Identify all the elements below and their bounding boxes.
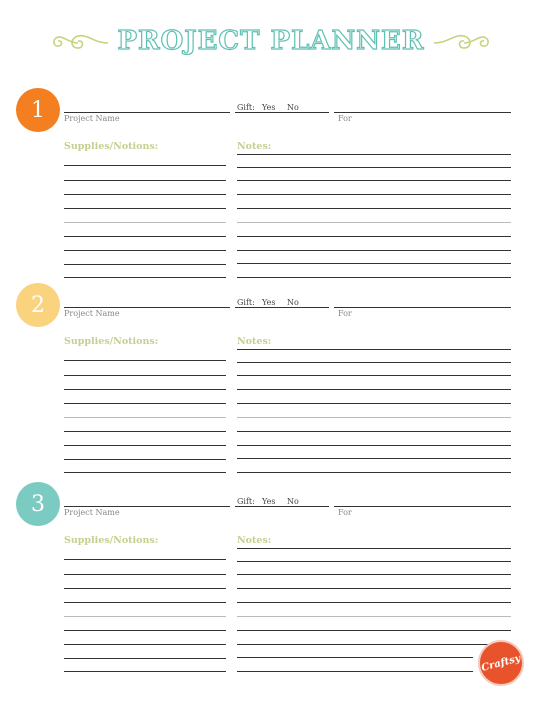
- for-label: For: [338, 508, 352, 517]
- gift-no-option[interactable]: No: [287, 497, 299, 506]
- notes-line[interactable]: [237, 375, 511, 376]
- section-number-badge: 3: [16, 482, 60, 526]
- supplies-line[interactable]: [64, 559, 226, 560]
- supplies-line[interactable]: [64, 616, 226, 617]
- supplies-line[interactable]: [64, 236, 226, 237]
- gift-yes-option[interactable]: Yes: [262, 298, 276, 307]
- supplies-line[interactable]: [64, 389, 226, 390]
- notes-line[interactable]: [237, 671, 473, 672]
- project-name-line[interactable]: [64, 112, 230, 113]
- notes-line[interactable]: [237, 250, 511, 251]
- project-section-3: [0, 482, 542, 677]
- notes-line[interactable]: [237, 445, 511, 446]
- project-section-1: [0, 88, 542, 283]
- gift-line: [235, 307, 329, 308]
- craftsy-logo: [478, 640, 524, 686]
- supplies-line[interactable]: [64, 264, 226, 265]
- supplies-heading: Supplies/Notions:: [64, 141, 159, 152]
- project-name-label: Project Name: [64, 309, 120, 318]
- supplies-line[interactable]: [64, 277, 226, 278]
- supplies-line[interactable]: [64, 644, 226, 645]
- logo-text: Craftsy: [480, 652, 522, 674]
- supplies-line[interactable]: [64, 417, 226, 418]
- notes-line[interactable]: [237, 154, 511, 155]
- notes-line[interactable]: [237, 472, 511, 473]
- notes-heading: Notes:: [237, 141, 272, 152]
- notes-line[interactable]: [237, 417, 511, 418]
- gift-yes-option[interactable]: Yes: [262, 103, 276, 112]
- supplies-heading: Supplies/Notions:: [64, 336, 159, 347]
- supplies-line[interactable]: [64, 222, 226, 223]
- supplies-line[interactable]: [64, 459, 226, 460]
- gift-no-option[interactable]: No: [287, 103, 299, 112]
- section-number-badge: 2: [16, 283, 60, 327]
- notes-line[interactable]: [237, 588, 511, 589]
- notes-line[interactable]: [237, 167, 511, 168]
- notes-line[interactable]: [237, 561, 511, 562]
- for-line[interactable]: [334, 112, 511, 113]
- notes-line[interactable]: [237, 277, 511, 278]
- gift-label: Gift:: [237, 497, 255, 506]
- gift-label: Gift:: [237, 103, 255, 112]
- notes-line[interactable]: [237, 403, 511, 404]
- project-name-label: Project Name: [64, 508, 120, 517]
- for-line[interactable]: [334, 307, 511, 308]
- page-title: PROJECT PLANNER: [117, 26, 425, 56]
- notes-heading: Notes:: [237, 336, 272, 347]
- notes-line[interactable]: [237, 349, 511, 350]
- for-label: For: [338, 309, 352, 318]
- project-name-line[interactable]: [64, 307, 230, 308]
- supplies-line[interactable]: [64, 574, 226, 575]
- supplies-heading: Supplies/Notions:: [64, 535, 159, 546]
- supplies-line[interactable]: [64, 671, 226, 672]
- supplies-line[interactable]: [64, 250, 226, 251]
- supplies-line[interactable]: [64, 658, 226, 659]
- for-line[interactable]: [334, 506, 511, 507]
- notes-line[interactable]: [237, 208, 511, 209]
- supplies-line[interactable]: [64, 588, 226, 589]
- gift-no-option[interactable]: No: [287, 298, 299, 307]
- supplies-line[interactable]: [64, 472, 226, 473]
- notes-line[interactable]: [237, 236, 511, 237]
- notes-heading: Notes:: [237, 535, 272, 546]
- notes-line[interactable]: [237, 222, 511, 223]
- supplies-line[interactable]: [64, 360, 226, 361]
- supplies-line[interactable]: [64, 431, 226, 432]
- project-section-2: [0, 283, 542, 478]
- notes-line[interactable]: [237, 389, 511, 390]
- gift-label: Gift:: [237, 298, 255, 307]
- notes-line[interactable]: [237, 574, 511, 575]
- supplies-line[interactable]: [64, 208, 226, 209]
- gift-line: [235, 506, 329, 507]
- supplies-line[interactable]: [64, 180, 226, 181]
- gift-yes-option[interactable]: Yes: [262, 497, 276, 506]
- gift-line: [235, 112, 329, 113]
- notes-line[interactable]: [237, 616, 511, 617]
- notes-line[interactable]: [237, 602, 511, 603]
- notes-line[interactable]: [237, 630, 511, 631]
- supplies-line[interactable]: [64, 445, 226, 446]
- notes-line[interactable]: [237, 644, 511, 645]
- notes-line[interactable]: [237, 458, 511, 459]
- notes-line[interactable]: [237, 431, 511, 432]
- project-name-label: Project Name: [64, 114, 120, 123]
- supplies-line[interactable]: [64, 403, 226, 404]
- notes-line[interactable]: [237, 548, 511, 549]
- notes-line[interactable]: [237, 362, 511, 363]
- notes-line[interactable]: [237, 180, 511, 181]
- section-number-badge: 1: [16, 88, 60, 132]
- supplies-line[interactable]: [64, 194, 226, 195]
- notes-line[interactable]: [237, 263, 511, 264]
- supplies-line[interactable]: [64, 630, 226, 631]
- supplies-line[interactable]: [64, 165, 226, 166]
- notes-line[interactable]: [237, 194, 511, 195]
- supplies-line[interactable]: [64, 602, 226, 603]
- project-name-line[interactable]: [64, 506, 230, 507]
- notes-line[interactable]: [237, 657, 473, 658]
- supplies-line[interactable]: [64, 375, 226, 376]
- for-label: For: [338, 114, 352, 123]
